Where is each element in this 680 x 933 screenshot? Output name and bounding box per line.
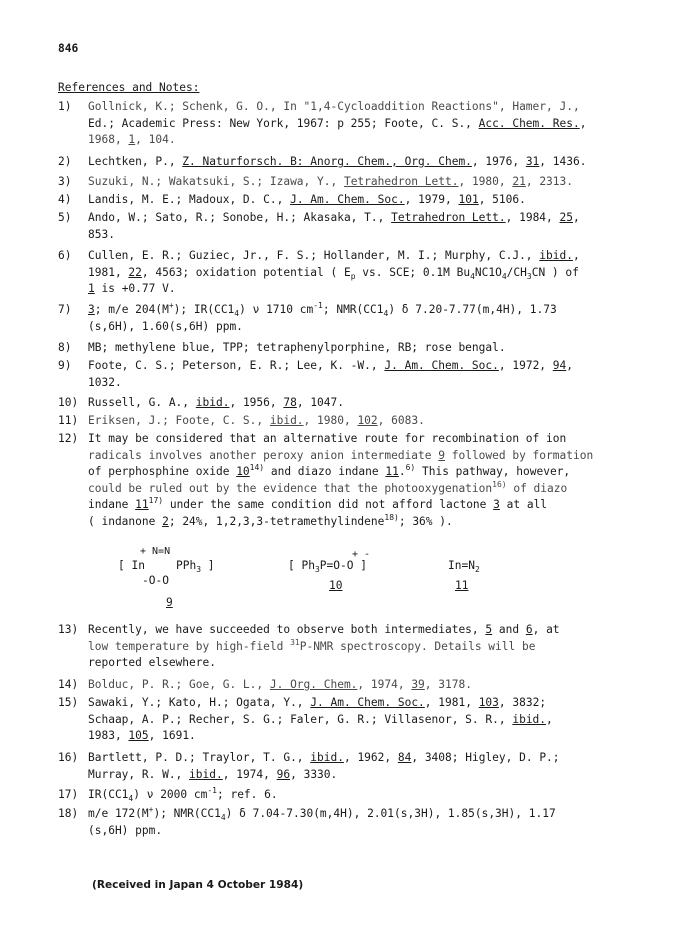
ref-number: 5): [58, 211, 72, 224]
journal-name: J. Am. Chem. Soc.: [310, 696, 425, 709]
journal-name: ibid.: [269, 414, 304, 427]
journal-name: Tetrahedron Lett.: [343, 175, 459, 188]
structure-label-11: 11: [455, 579, 469, 592]
journal-name: J. Am. Chem. Soc.: [290, 193, 405, 206]
ref-number: 4): [58, 193, 72, 206]
ref-line: 1981, 22, 4563; oxidation potential ( $E_p$ vs. SCE; 0.1M $Bu_4NC1O_4/CH_3CN$ ) of: [88, 265, 579, 281]
ref-number: 14): [58, 678, 79, 691]
ref-line: 1032.: [88, 375, 122, 389]
reference-14: [58, 677, 658, 694]
structure-label-9: 9: [166, 596, 173, 609]
ref-line: Ed.; Academic Press: New York, 1967: p 255; Foote, C. S., Acc. Chem. Res.,: [88, 116, 587, 130]
volume: 102: [357, 414, 378, 427]
ref-number: 18): [58, 807, 79, 820]
ref-line: 853.: [88, 227, 115, 241]
ref-line: Foote, C. S.; Peterson, E. R.; Lee, K. -W., J. Am. Chem. Soc., 1972, 94,: [88, 359, 574, 372]
ref-line: $IR(CC1_4)$ ν 2000 $cm^{-1}$; ref. 6.: [88, 786, 278, 803]
ref-number: 16): [58, 751, 79, 764]
ref-line: Ando, W.; Sato, R.; Sonobe, H.; Akasaka, T., Tetrahedron Lett., 1984, 25,: [88, 211, 580, 224]
ref-line: could be ruled out by the evidence that the photooxygenation$^{16)}$ of diazo: [88, 479, 568, 495]
volume: 25: [559, 211, 573, 224]
reference-5: [58, 210, 658, 243]
ref-line: It may be considered that an alternative route for recombination of ion: [88, 432, 567, 445]
ref-number: 15): [58, 696, 79, 709]
ref-number: 8): [58, 341, 72, 354]
journal-name: J. Am. Chem. Soc.: [384, 359, 499, 372]
ref-line: of perphosphine oxide 10$^{14)}$ and diazo indane 11.$^{6)}$ This pathway, however,: [88, 463, 571, 479]
ref-line: Cullen, E. R.; Guziec, Jr., F. S.; Hollander, M. I.; Murphy, C.J., ibid.,: [88, 249, 580, 262]
volume: 21: [512, 175, 526, 188]
reference-11: [58, 413, 658, 430]
journal-name: ibid.: [310, 751, 344, 764]
reference-16: [58, 750, 658, 783]
ref-line: MB; methylene blue, TPP; tetraphenylporphine, RB; rose bengal.: [88, 341, 506, 354]
ref-line: Eriksen, J.; Foote, C. S., ibid., 1980, 102, 6083.: [88, 414, 425, 427]
ref-line: (s,6H), 1.60(s,6H) ppm.: [88, 319, 243, 333]
ref-number: 7): [58, 303, 72, 316]
ref-number: 9): [58, 359, 72, 372]
journal-name: Tetrahedron Lett.: [391, 211, 506, 224]
reference-18: [58, 806, 658, 839]
ref-number: 10): [58, 396, 79, 409]
journal-name: J. Org. Chem.: [269, 678, 358, 691]
reference-8: [58, 340, 658, 357]
ref-line: 3; m/e 204(M+); $IR(CC1_4)$ ν 1710 $cm^{-1}$; $NMR(CC1_4)$ δ 7.20-7.77(m,4H), 1.73: [88, 301, 557, 318]
volume: 84: [397, 751, 412, 764]
reference-1: [58, 99, 658, 149]
ref-line: Bartlett, P. D.; Traylor, T. G., ibid., 1962, 84, 3408; Higley, D. P.;: [88, 751, 560, 764]
reference-12: [58, 431, 658, 531]
journal-name: ibid.: [539, 249, 573, 262]
reference-7: [58, 302, 658, 335]
ref-line: indane 11$^{17)}$ under the same condition did not afford lactone 3 at all: [88, 496, 548, 512]
received-date: (Received in Japan 4 October 1984): [92, 879, 304, 891]
ref-line: Murray, R. W., ibid., 1974, 96, 3330.: [88, 767, 338, 781]
volume: 103: [478, 696, 499, 709]
ref-number: 11): [58, 414, 79, 427]
reference-15: [58, 695, 658, 745]
volume: 39: [411, 678, 425, 691]
reference-2: [58, 154, 658, 171]
volume: 101: [458, 193, 479, 206]
ref-line: reported elsewhere.: [88, 656, 216, 670]
volume: 31: [525, 155, 540, 168]
ref-number: 13): [58, 623, 79, 636]
ref-line: radicals involves another peroxy anion intermediate 9 followed by formation: [88, 448, 594, 462]
ref-number: 1): [58, 100, 72, 113]
reference-17: [58, 787, 658, 804]
reference-4: [58, 192, 658, 209]
ref-line: Russell, G. A., ibid., 1956, 78, 1047.: [88, 396, 344, 409]
volume: 94: [552, 359, 567, 372]
ref-number: 6): [58, 249, 72, 262]
reference-13: [58, 622, 658, 672]
references-heading: References and Notes:: [58, 81, 200, 94]
ref-line: Schaap, A. P.; Recher, S. G.; Faler, G. R.; Villasenor, S. R., ibid.,: [88, 712, 553, 726]
ref-line: Recently, we have succeeded to observe both intermediates, 5 and 6, at: [88, 623, 560, 636]
journal-name: Z. Naturforsch. B: Anorg. Chem., Org. Chem.: [182, 155, 472, 168]
reference-9: [58, 358, 658, 391]
volume: 78: [283, 396, 297, 409]
ref-number: 3): [58, 175, 72, 188]
ref-number: 2): [58, 155, 72, 168]
ref-line: 1968, 1, 104.: [88, 133, 176, 147]
ref-line: (s,6H) ppm.: [88, 823, 163, 837]
ref-number: 17): [58, 788, 79, 801]
journal-name: Acc. Chem. Res.: [478, 116, 580, 130]
ref-number: 12): [58, 432, 79, 445]
journal-name: ibid.: [195, 396, 230, 409]
ref-line: Sawaki, Y.; Kato, H.; Ogata, Y., J. Am. Chem. Soc., 1981, 103, 3832;: [88, 696, 547, 709]
ref-line: 1 is +0.77 V.: [88, 282, 176, 296]
ref-line: Bolduc, P. R.; Goe, G. L., J. Org. Chem., 1974, 39, 3178.: [88, 678, 472, 691]
reference-10: [58, 395, 658, 412]
ref-line: Landis, M. E.; Madoux, D. C., J. Am. Chem. Soc., 1979, 101, 5106.: [88, 193, 526, 206]
volume: 1: [128, 133, 136, 147]
ref-line: 1983, 105, 1691.: [88, 729, 196, 743]
chemical-structures: + N=N [ In PPh$_3$ ] -O-O 9 + - [ $Ph_3P=O-O$ ] 10 $In=N_2$ 11: [118, 548, 598, 618]
reference-3: [58, 174, 658, 191]
structure-label-10: 10: [329, 579, 343, 592]
ref-line: Gollnick, K.; Schenk, G. O., In "1,4-Cycloaddition Reactions", Hamer, J.,: [88, 100, 580, 113]
page-number: 846: [58, 42, 79, 55]
ref-line: Suzuki, N.; Wakatsuki, S.; Izawa, Y., Tetrahedron Lett., 1980, 21, 2313.: [88, 175, 573, 188]
ref-line: low temperature by high-field $^{31}$P-NMR spectroscopy. Details will be: [88, 637, 536, 653]
ref-line: Lechtken, P., Z. Naturforsch. B: Anorg. Chem., Org. Chem., 1976, 31, 1436.: [88, 155, 587, 168]
reference-6: [58, 248, 658, 298]
ref-line: ( indanone 2; 24%, 1,2,3,3-tetramethylindene$^{18)}$; 36% ).: [88, 512, 453, 528]
ref-line: m/e 172(M+); $NMR(CC1_4)$ δ 7.04-7.30(m,4H), 2.01(s,3H), 1.85(s,3H), 1.17: [88, 805, 556, 822]
